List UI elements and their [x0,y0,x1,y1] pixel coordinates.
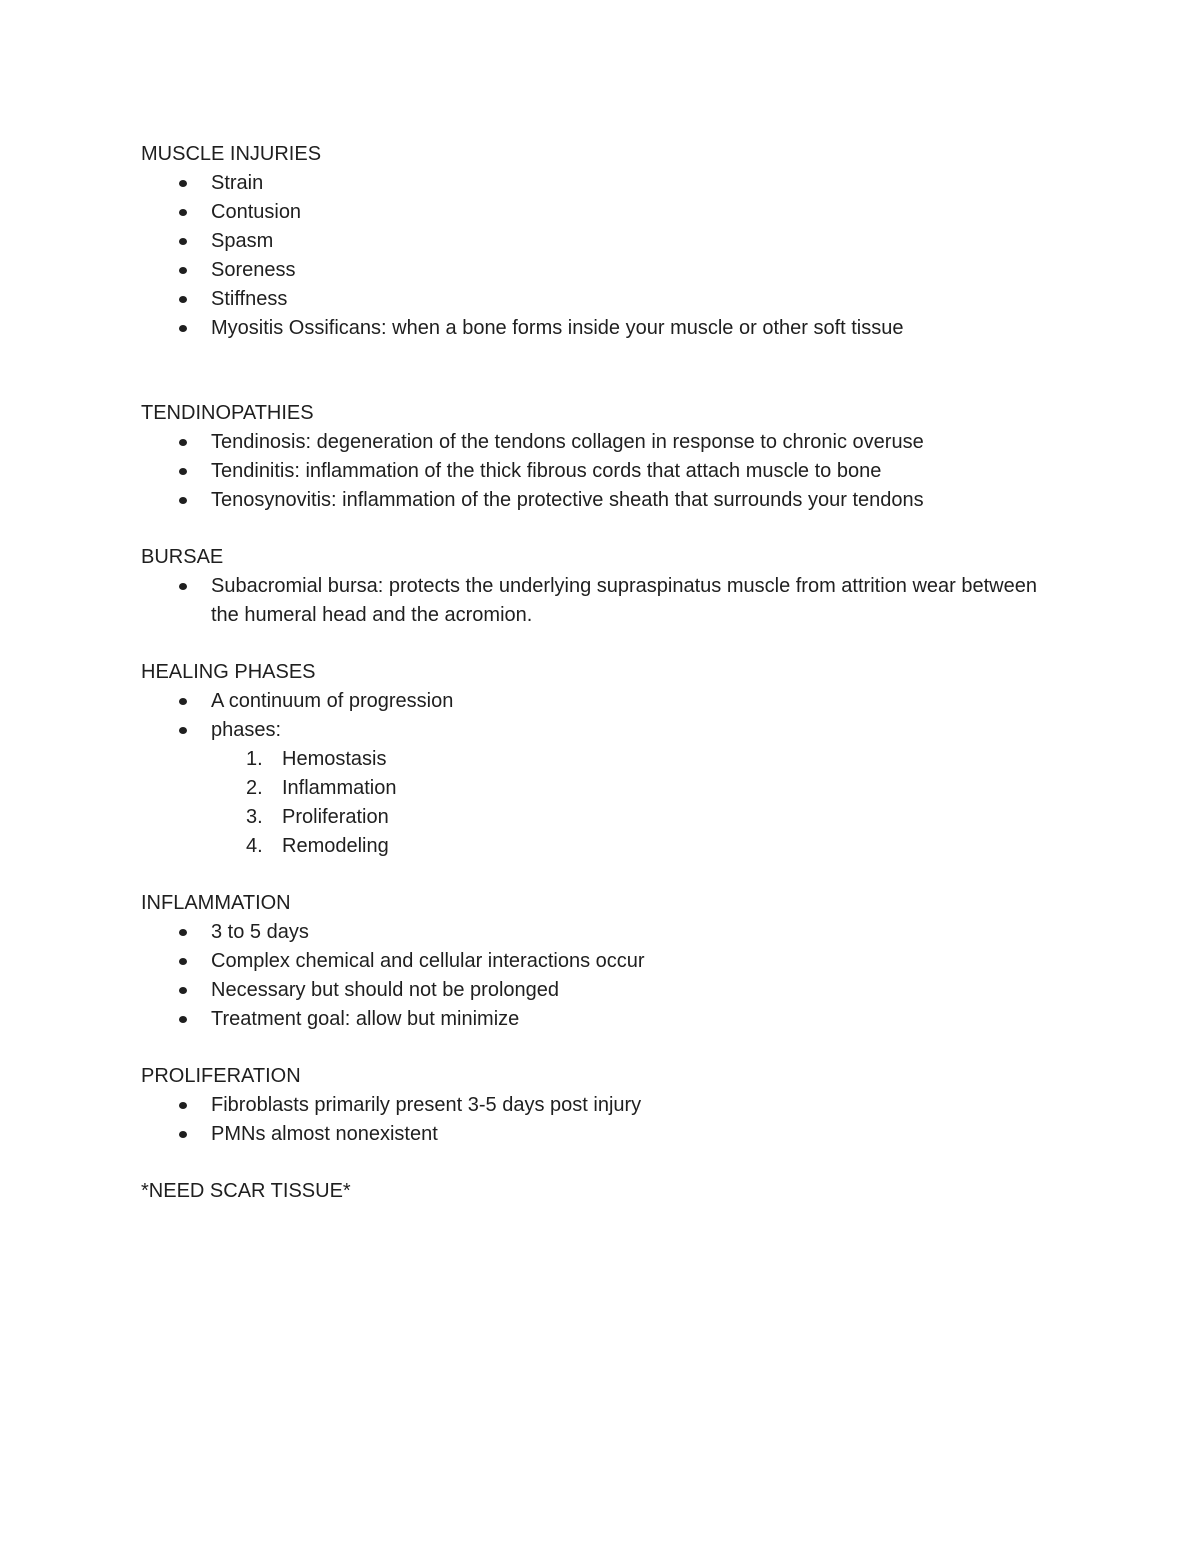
section-heading: PROLIFERATION [141,1065,301,1087]
list-item: Stiffness [141,285,1041,314]
list-number: 4. [246,835,263,857]
list-item: PMNs almost nonexistent [141,1120,1041,1149]
list-number: 2. [246,777,263,799]
section-heading: TENDINOPATHIES [141,402,314,424]
bullet-list [141,1091,1041,1149]
section-proliferation [141,1062,1041,1149]
list-item: 3 to 5 days [141,918,1041,947]
list-number: 3. [246,806,263,828]
bullet-icon [179,267,187,274]
list-item: phases: [141,716,1041,745]
list-item: A continuum of progression [141,687,1041,716]
list-item: Tendinosis: degeneration of the tendons collagen in response to chronic overuse [141,428,1041,457]
section-heading: INFLAMMATION [141,892,291,914]
bullet-icon [179,1131,187,1138]
bullet-icon [179,1016,187,1023]
bullet-icon [179,958,187,965]
section-tendinopathies [141,399,1041,515]
bullet-list [141,428,1041,515]
bullet-list [141,169,1041,343]
spacer [141,1149,1041,1177]
document-page [141,140,1041,1206]
scar-tissue-note: *NEED SCAR TISSUE* [141,1180,351,1202]
spacer [141,861,1041,889]
bullet-list [141,687,1041,745]
list-item: Treatment goal: allow but minimize [141,1005,1041,1034]
section-healing-phases [141,658,1041,861]
list-item: Tendinitis: inflammation of the thick fibrous cords that attach muscle to bone [141,457,1041,486]
bullet-icon [179,209,187,216]
bullet-icon [179,180,187,187]
list-item: 1. Hemostasis [141,745,1041,774]
list-item: 3. Proliferation [141,803,1041,832]
section-inflammation [141,889,1041,1034]
bullet-icon [179,439,187,446]
section-heading: HEALING PHASES [141,661,316,683]
bullet-icon [179,325,187,332]
section-bursae [141,543,1041,630]
bullet-icon [179,583,187,590]
bullet-icon [179,468,187,475]
bullet-icon [179,929,187,936]
bullet-icon [179,497,187,504]
spacer [141,630,1041,658]
spacer [141,1034,1041,1062]
list-item: Spasm [141,227,1041,256]
bullet-icon [179,296,187,303]
bullet-icon [179,727,187,734]
numbered-list [141,745,1041,861]
list-item: Fibroblasts primarily present 3-5 days post injury [141,1091,1041,1120]
list-item: 2. Inflammation [141,774,1041,803]
bullet-icon [179,698,187,705]
list-item: Necessary but should not be prolonged [141,976,1041,1005]
list-item: Myositis Ossificans: when a bone forms inside your muscle or other soft tissue [141,314,1041,343]
list-item: Subacromial bursa: protects the underlying supraspinatus muscle from attrition wear between the humeral head and the acromion. [141,572,1041,630]
section-heading: MUSCLE INJURIES [141,143,322,165]
list-item: Tenosynovitis: inflammation of the protective sheath that surrounds your tendons [141,486,1041,515]
bullet-list [141,918,1041,1034]
list-item: Strain [141,169,1041,198]
bullet-icon [179,987,187,994]
list-item: Contusion [141,198,1041,227]
list-number: 1. [246,748,263,770]
spacer [141,515,1041,543]
list-item: Soreness [141,256,1041,285]
list-item: 4. Remodeling [141,832,1041,861]
spacer [141,343,1041,399]
bullet-list [141,572,1041,630]
bullet-icon [179,1102,187,1109]
bullet-icon [179,238,187,245]
section-heading: BURSAE [141,546,224,568]
list-item: Complex chemical and cellular interactions occur [141,947,1041,976]
section-muscle-injuries [141,140,1041,343]
